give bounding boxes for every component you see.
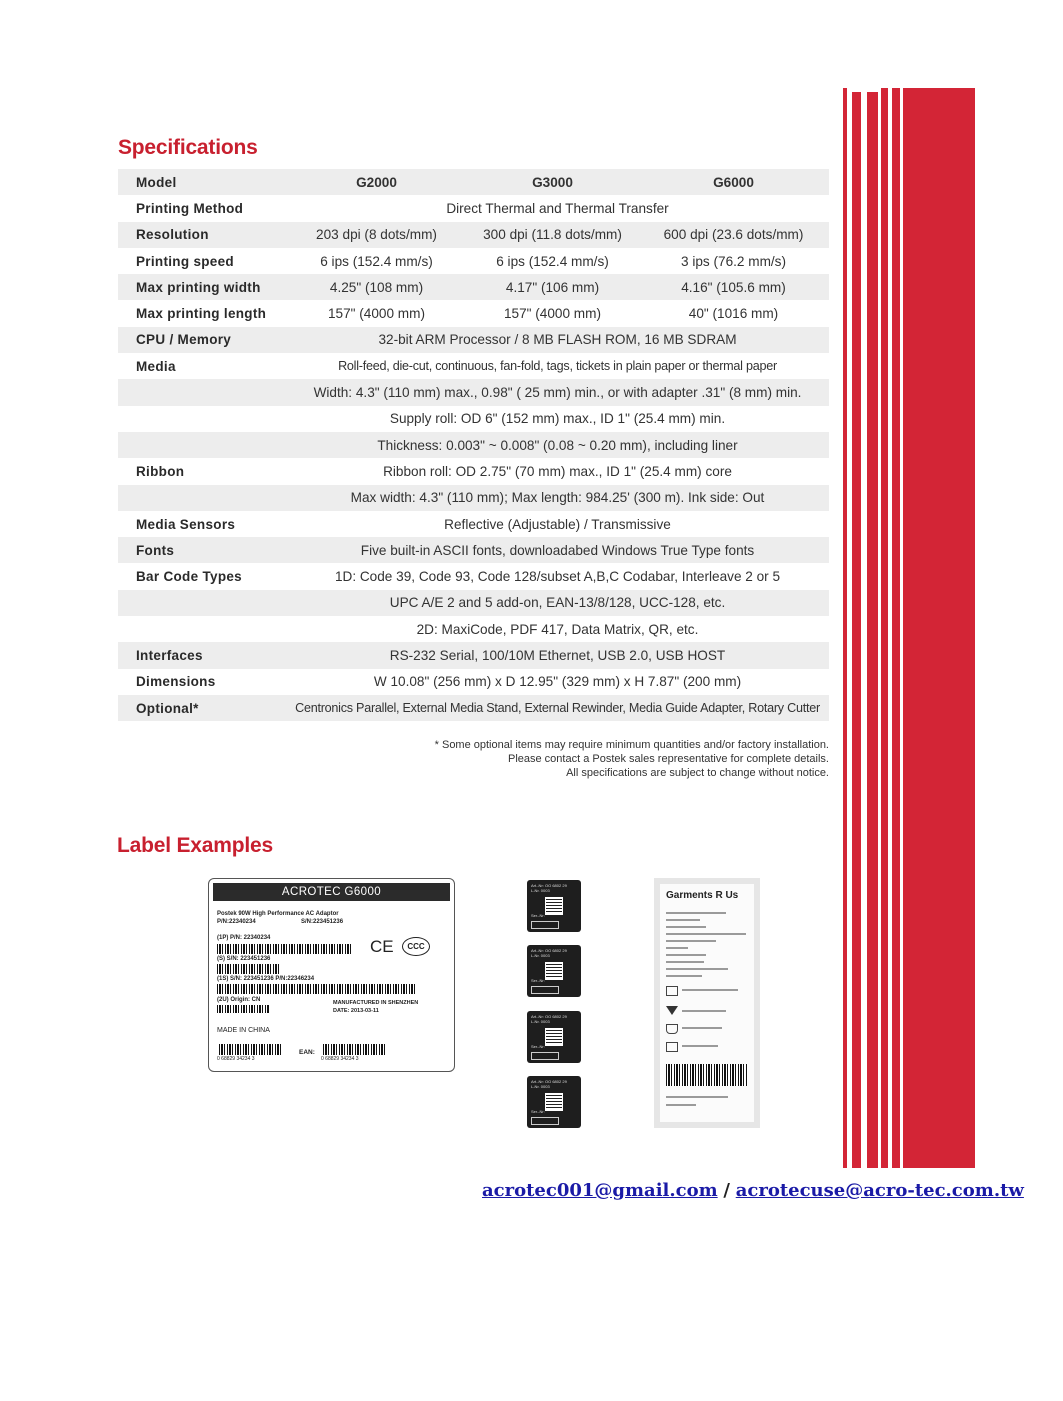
spec-label [118, 616, 286, 642]
model-name: G2000 [286, 169, 467, 195]
spec-row [118, 616, 829, 642]
barcode [219, 1044, 281, 1055]
qr-code [545, 1028, 563, 1046]
spec-row [118, 458, 829, 484]
label-text: S/N:223451236 [301, 919, 344, 925]
label-examples-heading: Label Examples [117, 834, 273, 857]
spec-label: Resolution [118, 222, 286, 248]
product-label-example [208, 878, 455, 1072]
spec-value: Reflective (Adjustable) / Transmissive [444, 516, 671, 532]
spec-value: Roll-feed, die-cut, continuous, fan-fold, tags, tickets in plain paper or thermal paper [338, 359, 777, 374]
decorative-red-stripes [843, 88, 975, 1168]
qr-code [545, 962, 563, 980]
tag-box [531, 921, 559, 929]
spec-label: Ribbon [136, 463, 185, 479]
tag-text: Ser.-Nr: [531, 1044, 545, 1049]
email-link-2[interactable]: acrotecuse@acro-tec.com.tw [735, 1180, 1024, 1201]
spec-value: 40" (1016 mm) [688, 306, 779, 322]
tag-text: L-Nr. 0003 [531, 888, 550, 893]
spec-value: 2D: MaxiCode, PDF 417, Data Matrix, QR, etc. [416, 621, 699, 637]
spec-row [118, 485, 829, 511]
qr-code [545, 897, 563, 915]
label-header: ACROTEC G6000 [213, 883, 450, 901]
label-text: (2U) Origin: CN [217, 997, 261, 1003]
hang-tag-example [527, 1011, 581, 1063]
hang-tag-example [527, 1076, 581, 1128]
tag-box [531, 986, 559, 994]
spec-row [118, 248, 829, 274]
tag-text: L-Nr. 0003 [531, 953, 550, 958]
garment-label-title: Garments R Us [666, 890, 739, 901]
model-name: G3000 [467, 169, 638, 195]
spec-value: 6 ips (152.4 mm/s) [320, 253, 433, 269]
spec-row [118, 327, 829, 353]
spec-label: Optional* [118, 695, 286, 721]
spec-value: 32-bit ARM Processor / 8 MB FLASH ROM, 16 MB SDRAM [286, 327, 829, 353]
spec-value: Max width: 4.3" (110 mm); Max length: 984.25' (300 m). Ink side: Out [286, 485, 829, 511]
spec-label [118, 406, 286, 432]
spec-value: 1D: Code 39, Code 93, Code 128/subset A,B,C Codabar, Interleave 2 or 5 [334, 569, 781, 585]
spec-label: Bar Code Types [136, 569, 242, 585]
spec-label: Interfaces [118, 642, 286, 668]
label-text: Postek 90W High Performance AC Adaptor [217, 911, 339, 917]
spec-label: Media [136, 358, 176, 374]
spec-row [118, 432, 829, 458]
spec-label [118, 379, 286, 405]
ce-mark: CE [370, 937, 394, 956]
spec-row [118, 563, 829, 589]
footnote-line: Please contact a Postek sales representative for complete details. [507, 753, 829, 766]
spec-row [118, 511, 829, 537]
spec-value: 600 dpi (23.6 dots/mm) [638, 222, 829, 248]
footnote [300, 738, 829, 781]
tag-text: L-Nr. 0003 [531, 1019, 550, 1024]
tag-text: Art.-Nr: OO 6802 29 [531, 883, 567, 888]
contact-emails [482, 1180, 1024, 1201]
label-text: (S) S/N: 223451236 [217, 956, 271, 962]
label-text: EAN: [299, 1049, 315, 1056]
ccc-mark: CCC [402, 937, 430, 956]
label-text: (1S) S/N: 223451236 P/N:22346234 [217, 976, 315, 982]
spec-value: RS-232 Serial, 100/10M Ethernet, USB 2.0, USB HOST [286, 642, 829, 668]
spec-value: Direct Thermal and Thermal Transfer [446, 200, 669, 216]
spec-row [118, 695, 829, 721]
wash-icon [666, 986, 678, 996]
tag-text: Art.-Nr: OO 6802 29 [531, 1014, 567, 1019]
footnote-line: * Some optional items may require minimum quantities and/or factory installation. [434, 739, 829, 751]
hang-tag-example [527, 945, 581, 997]
spec-value: UPC A/E 2 and 5 add-on, EAN-13/8/128, UCC-128, etc. [286, 590, 829, 616]
spec-value: 4.16" (105.6 mm) [638, 274, 829, 300]
tag-text: L-Nr. 0003 [531, 1084, 550, 1089]
tag-box [531, 1117, 559, 1125]
email-link-1[interactable]: acrotec001@gmail.com [482, 1180, 718, 1201]
footnote-line: All specifications are subject to change without notice. [566, 767, 829, 780]
barcode [217, 944, 353, 954]
spec-value: 157" (4000 mm) [503, 306, 601, 322]
tag-text: Art.-Nr: OO 6802 29 [531, 1079, 567, 1084]
spec-header-row [118, 169, 829, 195]
spec-row [118, 379, 829, 405]
spec-row [118, 590, 829, 616]
barcode [323, 1044, 385, 1055]
dry-icon [666, 1042, 678, 1052]
spec-label: Model [118, 169, 286, 195]
spec-value: 157" (4000 mm) [327, 306, 425, 322]
spec-label: Printing speed [136, 253, 234, 269]
garment-label-example [654, 878, 760, 1128]
barcode-number: 0 68829 34234 3 [217, 1056, 255, 1062]
spec-value: W 10.08" (256 mm) x D 12.95" (329 mm) x H 7.87" (200 mm) [373, 674, 742, 690]
spec-row [118, 537, 829, 563]
spec-value: Thickness: 0.003" ~ 0.008" (0.08 ~ 0.20 mm), including liner [286, 432, 829, 458]
label-text: (1P) P/N: 22340234 [217, 935, 271, 941]
spec-value: Supply roll: OD 6" (152 mm) max., ID 1" (25.4 mm) min. [389, 411, 726, 427]
tag-text: Art.-Nr: OO 6802 29 [531, 948, 567, 953]
spec-row [118, 300, 829, 326]
spec-value: 3 ips (76.2 mm/s) [681, 253, 786, 269]
spec-row [118, 642, 829, 668]
barcode [217, 984, 417, 994]
label-text: MANUFACTURED IN SHENZHEN [333, 1000, 419, 1006]
spec-label: CPU / Memory [118, 327, 286, 353]
tag-text: Ser.-Nr: [531, 913, 545, 918]
spec-label [118, 485, 286, 511]
spec-value: 300 dpi (11.8 dots/mm) [467, 222, 638, 248]
spec-label: Dimensions [136, 674, 216, 690]
spec-value: 4.25" (108 mm) [286, 274, 467, 300]
spec-label: Max printing length [136, 306, 267, 322]
model-name: G6000 [638, 169, 829, 195]
label-text: MADE IN CHINA [217, 1027, 270, 1034]
spec-row [118, 274, 829, 300]
spec-label: Max printing width [118, 274, 286, 300]
barcode [217, 964, 279, 974]
tag-text: Ser.-Nr: [531, 978, 545, 983]
spec-value: 6 ips (152.4 mm/s) [496, 253, 609, 269]
spec-row [118, 353, 829, 379]
hang-tag-example [527, 880, 581, 932]
qr-code [545, 1093, 563, 1111]
spec-value: 4.17" (106 mm) [467, 274, 638, 300]
bleach-icon [666, 1006, 678, 1015]
specifications-table [118, 169, 829, 721]
specifications-heading: Specifications [118, 136, 258, 159]
tag-box [531, 1052, 559, 1060]
spec-row [118, 195, 829, 221]
separator: / [723, 1180, 730, 1201]
tag-text: Ser.-Nr: [531, 1109, 545, 1114]
iron-icon [666, 1024, 678, 1034]
spec-value: Ribbon roll: OD 2.75" (70 mm) max., ID 1" (25.4 mm) core [383, 463, 732, 479]
spec-value: Width: 4.3" (110 mm) max., 0.98" ( 25 mm) min., or with adapter .31" (8 mm) min. [286, 379, 829, 405]
label-text: P/N:22340234 [217, 919, 256, 925]
spec-label [118, 590, 286, 616]
spec-label: Fonts [118, 537, 286, 563]
spec-label [118, 432, 286, 458]
spec-label: Media Sensors [136, 516, 236, 532]
barcode [217, 1005, 269, 1013]
label-text: DATE: 2013-03-11 [333, 1008, 379, 1014]
spec-value: Five built-in ASCII fonts, downloadabed Windows True Type fonts [286, 537, 829, 563]
spec-row [118, 669, 829, 695]
spec-row [118, 406, 829, 432]
spec-row [118, 222, 829, 248]
spec-value: 203 dpi (8 dots/mm) [286, 222, 467, 248]
barcode [666, 1064, 748, 1086]
spec-label: Printing Method [136, 200, 244, 216]
barcode-number: 0 68829 34234 3 [321, 1056, 359, 1062]
spec-value: Centronics Parallel, External Media Stand, External Rewinder, Media Guide Adapter, Rotary Cutter [286, 695, 829, 721]
